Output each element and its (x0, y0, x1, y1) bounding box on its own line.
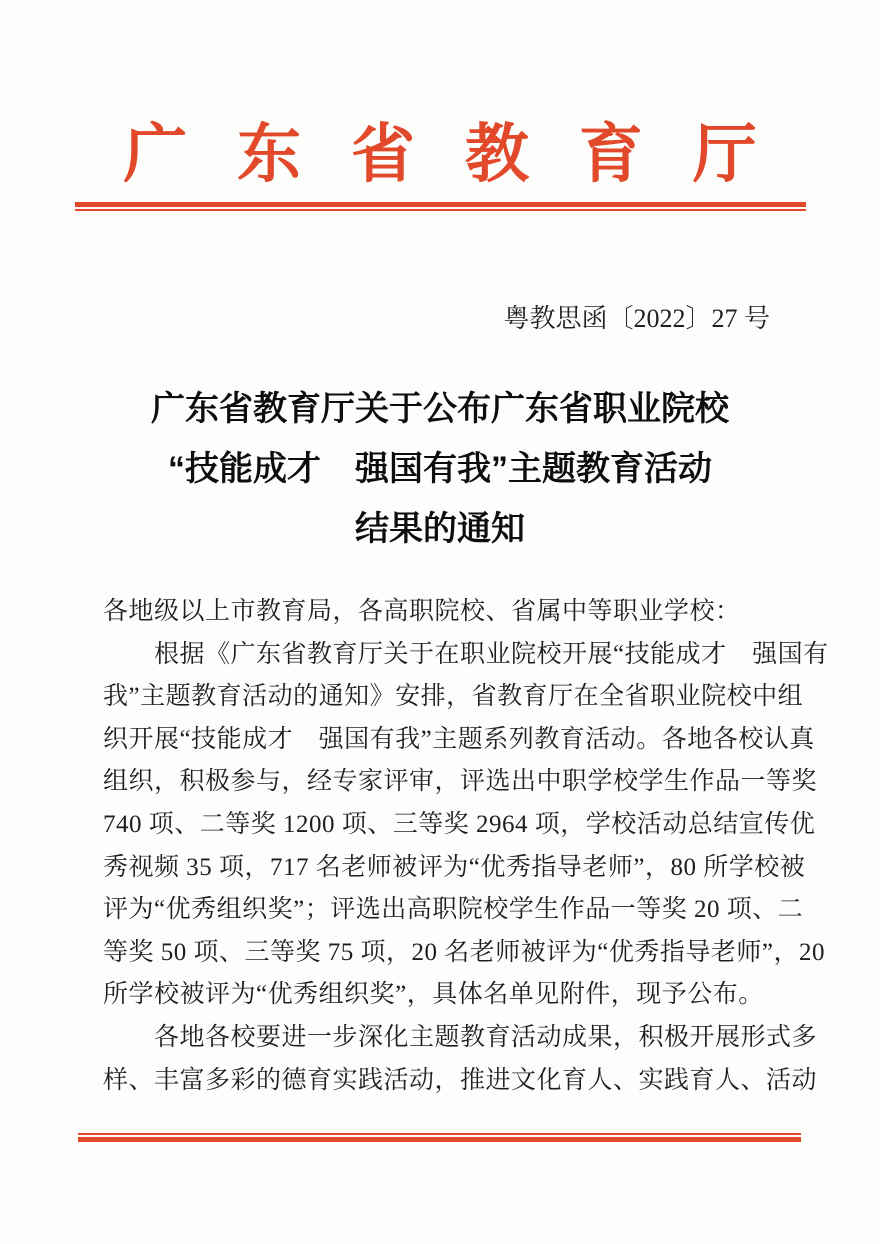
body-line: 所学校被评为“优秀组织奖”，具体名单见附件，现予公布。 (103, 981, 764, 1009)
footer-rule (78, 1133, 801, 1142)
body-line: 等奖 50 项、三等奖 75 项，20 名老师被评为“优秀指导老师”，20 (103, 938, 825, 966)
body-line: 样、丰富多彩的德育实践活动，推进文化育人、实践育人、活动 (103, 1066, 818, 1094)
document-number: 粤教思函〔2022〕27 号 (503, 304, 770, 333)
document-title (0, 379, 880, 559)
letterhead-rule (75, 202, 806, 211)
body-line: 根据《广东省教育厅关于在职业院校开展“技能成才 强国有 (103, 640, 829, 668)
title-line: 广东省教育厅关于公布广东省职业院校 (151, 390, 729, 428)
body-line-salutation: 各地级以上市教育局，各高职院校、省属中等职业学校： (103, 598, 741, 625)
body-line: 评为“优秀组织奖”；评选出高职院校学生作品一等奖 20 项、二 (103, 896, 804, 924)
body-line: 各地各校要进一步深化主题教育活动成果，积极开展形式多 (103, 1023, 818, 1051)
body-line: 我”主题教育活动的通知》安排，省教育厅在全省职业院校中组 (103, 683, 804, 711)
document-body (103, 591, 829, 1102)
body-line: 组织，积极参与，经专家评审，评选出中职学校学生作品一等奖 (103, 768, 818, 796)
footer-rule-thick (78, 1137, 801, 1142)
letterhead-rule-thin (75, 209, 806, 211)
title-line: 结果的通知 (355, 510, 525, 548)
body-line: 秀视频 35 项，717 名老师被评为“优秀指导老师”，80 所学校被 (103, 853, 806, 881)
body-line: 织开展“技能成才 强国有我”主题系列教育活动。各地各校认真 (103, 725, 815, 753)
body-line: 740 项、二等奖 1200 项、三等奖 2964 项，学校活动总结宣传优 (103, 810, 816, 838)
title-line: “技能成才 强国有我”主题教育活动 (168, 450, 712, 488)
letterhead-org-name: 广东省教育厅 (123, 119, 807, 190)
